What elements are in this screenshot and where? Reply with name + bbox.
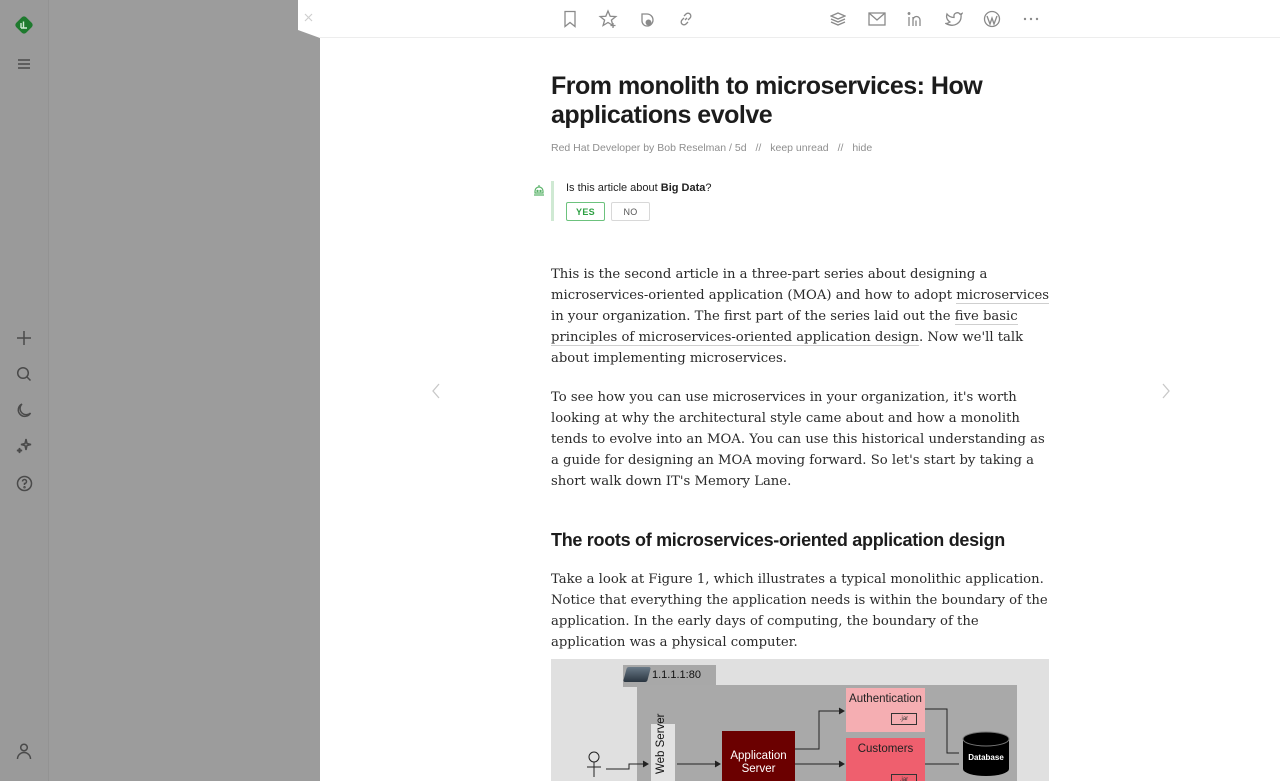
author-name: Bob Reselman bbox=[657, 142, 727, 154]
next-article-arrow[interactable] bbox=[1156, 381, 1176, 401]
article bbox=[551, 72, 1051, 653]
database-cylinder bbox=[962, 731, 1010, 777]
paragraph: Take a look at Figure 1, which illustrates a typical monolithic application. Notice that everything the application needs is within the boundary of the application. In the early days of computing, the boundary of the application was a physical computer. bbox=[551, 572, 1048, 650]
text: This is the second article in a three-part series about designing a microservices-oriented application (MOA) and how to adopt bbox=[551, 267, 988, 303]
microservices-link[interactable]: microservices bbox=[956, 288, 1050, 303]
question-mark: ? bbox=[705, 182, 712, 194]
separator: // bbox=[837, 142, 844, 154]
topic-name: Big Data bbox=[660, 182, 706, 194]
by-label: by bbox=[643, 142, 655, 154]
topic-feedback-prompt bbox=[551, 181, 1051, 221]
figure-monolith-diagram bbox=[551, 659, 1049, 781]
no-button[interactable]: NO bbox=[611, 202, 650, 221]
slash: / bbox=[729, 142, 732, 154]
keep-unread-link[interactable]: keep unread bbox=[770, 142, 829, 154]
wordpress-icon[interactable] bbox=[981, 8, 1003, 30]
buffer-icon[interactable] bbox=[827, 8, 849, 30]
paragraph bbox=[551, 264, 1051, 369]
night-mode-icon[interactable] bbox=[12, 398, 36, 422]
article-body bbox=[551, 264, 1051, 653]
customers-label: Customers bbox=[857, 743, 914, 755]
authentication-label: Authentication bbox=[849, 693, 922, 705]
mail-icon[interactable] bbox=[866, 8, 888, 30]
question-text: Is this article about bbox=[566, 182, 661, 194]
search-icon[interactable] bbox=[12, 362, 36, 386]
paragraph: To see how you can use microservices in your organization, it's worth looking at why the architectural style came about and how a monolith tends to evolve into an MOA. You can use this historical understanding as a guide for designing an MOA moving forward. So let's start by taking a short walk down IT's Memory Lane. bbox=[551, 390, 1045, 489]
jar-label: .jar bbox=[891, 713, 917, 725]
article-age: 5d bbox=[734, 142, 747, 154]
text: . Now we'll talk about implementing microservices. bbox=[551, 330, 1024, 366]
article-reader bbox=[320, 0, 1280, 781]
application-server-box: Application Server bbox=[722, 731, 795, 781]
previous-article-arrow[interactable] bbox=[426, 381, 446, 401]
yes-button[interactable]: YES bbox=[566, 202, 605, 221]
linkedin-icon[interactable] bbox=[904, 8, 926, 30]
more-icon[interactable] bbox=[1020, 8, 1042, 30]
help-icon[interactable] bbox=[12, 471, 36, 495]
web-server-label: Web Server bbox=[655, 713, 667, 774]
server-address: 1.1.1.1:80 bbox=[652, 669, 701, 681]
left-nav bbox=[0, 0, 49, 781]
star-add-icon[interactable] bbox=[597, 8, 619, 30]
text: in your organization. The first part of the series laid out the bbox=[551, 309, 955, 324]
jar-label: .jar bbox=[891, 774, 917, 781]
menu-icon[interactable] bbox=[12, 52, 36, 76]
article-toolbar bbox=[320, 0, 1280, 38]
link-icon[interactable] bbox=[675, 8, 697, 30]
separator: // bbox=[755, 142, 762, 154]
database-label: Database bbox=[968, 753, 1004, 762]
close-reader-button[interactable] bbox=[298, 0, 322, 38]
hide-link[interactable]: hide bbox=[852, 142, 873, 154]
article-title[interactable]: From monolith to microservices: How applications evolve bbox=[551, 72, 983, 129]
twitter-icon[interactable] bbox=[943, 8, 965, 30]
topic-question bbox=[566, 181, 1051, 194]
bookmark-icon[interactable] bbox=[559, 8, 581, 30]
section-heading: The roots of microservices-oriented application design bbox=[551, 530, 1005, 550]
add-icon[interactable] bbox=[12, 326, 36, 350]
source-name[interactable]: Red Hat Developer bbox=[551, 142, 641, 154]
evernote-icon[interactable] bbox=[636, 8, 658, 30]
profile-icon[interactable] bbox=[12, 739, 36, 763]
feedly-logo[interactable] bbox=[12, 13, 36, 37]
feed-list-overlay[interactable] bbox=[50, 0, 320, 781]
sparkle-icon[interactable] bbox=[12, 434, 36, 458]
leo-bot-icon bbox=[532, 183, 546, 202]
article-meta bbox=[551, 142, 1051, 154]
five-principles-link[interactable]: five basic principles of microservices-oriented application design bbox=[551, 309, 1018, 345]
